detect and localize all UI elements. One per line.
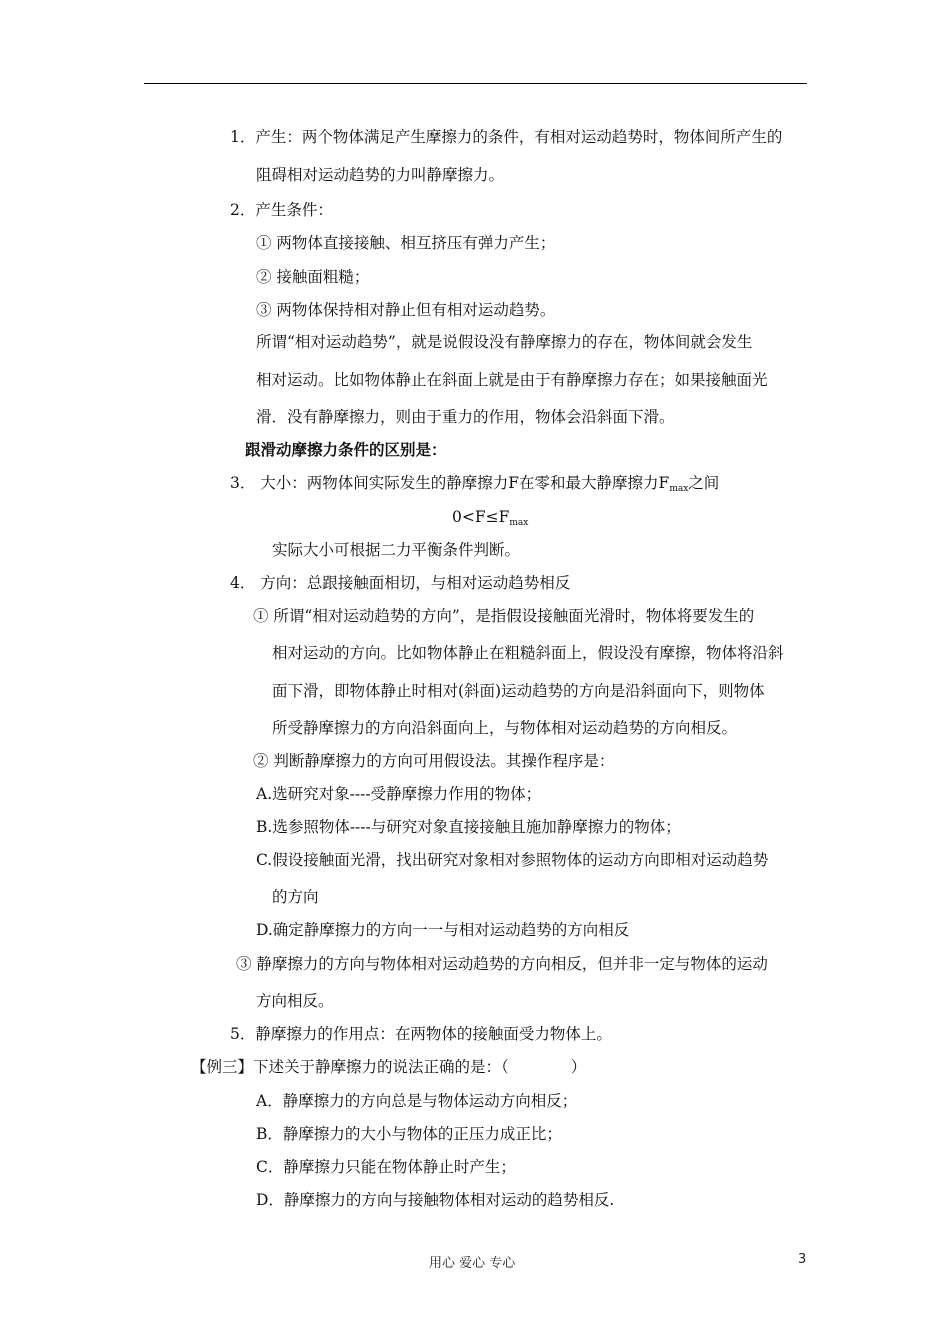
item-3-note: 实际大小可根据二力平衡条件判断。 [272,541,521,559]
step-d: D.确定静摩擦力的方向一一与相对运动趋势的方向相反 [256,921,630,939]
formula-text: 0<F≤F [452,508,510,526]
condition-1: ① 两物体直接接触、相互挤压有弹力产生； [256,234,556,252]
note-line-1: 所谓“相对运动趋势”，就是说假设没有静摩擦力的存在，物体间就会发生 [256,333,753,351]
direction-1-line-1: ① 所谓“相对运动趋势的方向”，是指假设接触面光滑时，物体将要发生的 [253,607,755,625]
step-a: A.选研究对象----受静摩擦力作用的物体； [256,785,542,803]
header-rule [144,83,807,84]
item-3-tail: 之间 [688,474,720,492]
formula [452,507,528,527]
item-3-text: 3． 大小：两物体间实际发生的静摩擦力F在零和最大静摩擦力F [230,474,670,492]
direction-1-line-3: 面下滑，即物体静止时相对(斜面)运动趋势的方向是沿斜面向下，则物体 [272,682,765,700]
difference-heading: 跟滑动摩擦力条件的区别是： [245,440,447,459]
option-b: B．静摩擦力的大小与物体的正压力成正比； [256,1125,562,1143]
direction-1-line-2: 相对运动的方向。比如物体静止在粗糙斜面上，假设没有摩擦，物体将沿斜 [272,644,784,662]
example-title: 【例三】下述关于静摩擦力的说法正确的是：（ ） [191,1058,587,1076]
condition-3: ③ 两物体保持相对静止但有相对运动趋势。 [256,301,556,319]
item-3-subscript: max [669,484,689,494]
note-line-2: 相对运动。比如物体静止在斜面上就是由于有静摩擦力存在；如果接触面光 [256,371,768,389]
option-a: A．静摩擦力的方向总是与物体运动方向相反； [256,1092,578,1110]
item-1-line-1: 1．产生：两个物体满足产生摩擦力的条件，有相对运动趋势时，物体间所产生的 [230,128,783,146]
formula-subscript: max [509,518,529,528]
item-5: 5．静摩擦力的作用点：在两物体的接触面受力物体上。 [230,1025,612,1043]
footer-text: 用心 爱心 专心 [429,1256,516,1271]
direction-3-line-2: 方向相反。 [256,992,334,1010]
option-d: D．静摩擦力的方向与接触物体相对运动的趋势相反. [256,1191,615,1209]
item-4-heading: 4． 方向：总跟接触面相切，与相对运动趋势相反 [230,574,571,592]
note-line-3: 滑．没有静摩擦力，则由于重力的作用，物体会沿斜面下滑。 [256,408,675,426]
step-c-line-2: 的方向 [272,888,319,906]
direction-3-line-1: ③ 静摩擦力的方向与物体相对运动趋势的方向相反，但并非一定与物体的运动 [236,955,768,973]
direction-1-line-4: 所受静摩擦力的方向沿斜面向上，与物体相对运动趋势的方向相反。 [272,719,738,737]
condition-2: ② 接触面粗糙； [256,268,370,286]
page-number: 3 [798,1252,807,1267]
option-c: C．静摩擦力只能在物体静止时产生； [256,1158,516,1176]
item-1-line-2: 阻碍相对运动趋势的力叫静摩擦力。 [256,166,505,184]
direction-2: ② 判断静摩擦力的方向可用假设法。其操作程序是： [253,752,615,770]
item-3-line [230,473,719,493]
step-c-line-1: C.假设接触面光滑，找出研究对象相对参照物体的运动方向即相对运动趋势 [256,851,769,869]
item-2-heading: 2．产生条件： [230,201,333,219]
step-b: B.选参照物体----与研究对象直接接触且施加静摩擦力的物体； [256,818,681,836]
